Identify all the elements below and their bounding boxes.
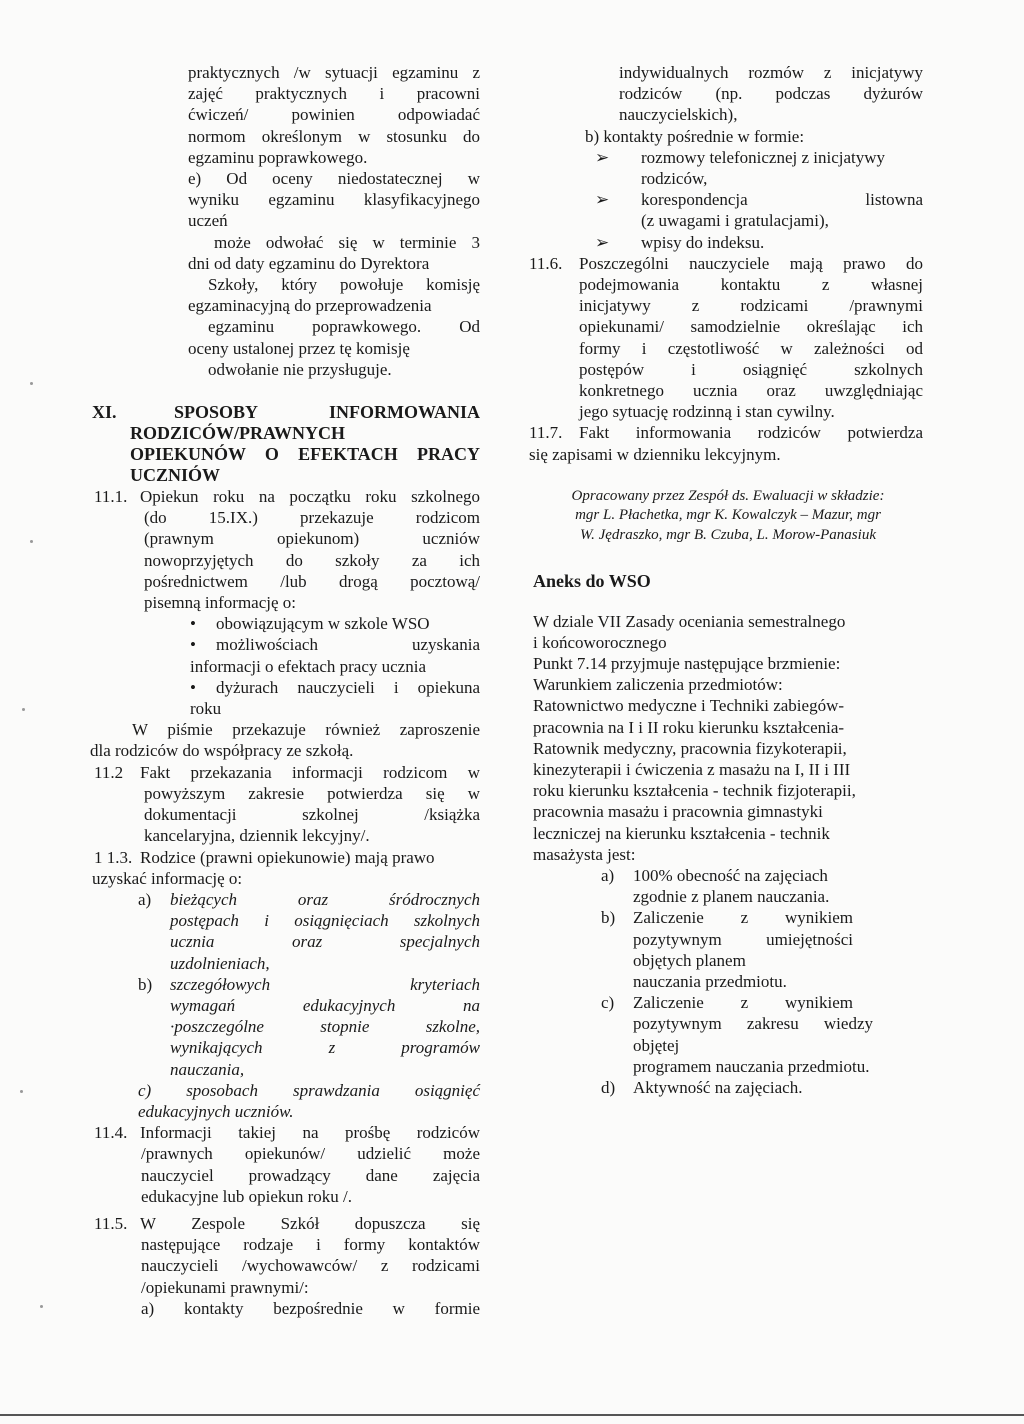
text-line: rodziców, — [641, 169, 708, 189]
bullet-item: • dyżurach nauczycieli i opiekuna — [94, 677, 480, 698]
bullet-item: • obowiązującym w szkole WSO — [94, 613, 480, 634]
paragraph-11-7 — [529, 422, 923, 464]
text-line: Fakt przekazania informacji rodzicom w — [140, 762, 480, 782]
text-line: nowoprzyjętych do szkoły za ich — [144, 550, 480, 570]
arrow-bullet-icon: ➢ — [595, 190, 610, 210]
section-title-line: OPIEKUNÓW O EFEKTACH PRACY — [130, 444, 480, 465]
condition-item — [601, 1077, 923, 1098]
scan-speck — [22, 708, 25, 711]
text-line: wynikających z programów — [170, 1038, 480, 1058]
text-line: W piśmie przekazuje również zaproszenie — [132, 720, 480, 740]
paragraph-11-3 — [90, 847, 480, 1123]
scan-speck — [30, 540, 33, 543]
arrow-item — [533, 232, 923, 253]
paragraph-11-1 — [90, 486, 480, 762]
section-title-line: UCZNIÓW — [130, 465, 221, 486]
list-item — [94, 889, 480, 974]
condition-item — [601, 992, 923, 1077]
item-letter: b) — [138, 974, 153, 994]
section-title-line: SPOSOBY INFORMOWANIA — [174, 402, 480, 423]
text-line: Poszczególni nauczyciele mają prawo do — [579, 253, 923, 273]
text-line: egzaminacyjną do przeprowadzenia — [188, 296, 432, 316]
text-line: uczeń — [188, 211, 228, 231]
text-line: powyższym zakresie potwierdza się w — [144, 783, 480, 803]
item-letter: d) — [601, 1078, 616, 1098]
scan-speck — [20, 1090, 23, 1093]
text-line: W. Jędraszko, mgr B. Czuba, L. Morow-Panasiuk — [580, 526, 876, 543]
text-line: (do 15.IX.) przekazuje rodzicom — [144, 508, 480, 528]
paragraph-number: 11.6. — [529, 253, 563, 273]
text-line: kancelaryjna, dziennik lekcyjny/. — [144, 826, 370, 846]
arrow-bullet-icon: ➢ — [595, 232, 610, 252]
text-line: wyniku egzaminu klasyfikacyjnego — [188, 190, 480, 210]
text-line: Aktywność na zajęciach. — [633, 1078, 803, 1098]
text-line: ucznia oraz specjalnych — [170, 932, 480, 952]
text-line: mgr L. Płachetka, mgr K. Kowalczyk – Mazur, mgr — [575, 507, 881, 524]
paragraph-number: 11.1. — [94, 487, 128, 507]
text-line: (prawnym opiekunom) uczniów — [144, 529, 480, 549]
text-line: (z uwagami i gratulacjami), — [641, 211, 829, 231]
text-line: egzaminu poprawkowego. — [188, 147, 368, 167]
text-line: normom określonym w stosunku do — [188, 126, 480, 146]
text-line: indywidualnych rozmów z inicjatywy — [619, 63, 923, 82]
text-line: Ratownik medyczny, pracownia fizykoterapii, — [533, 738, 847, 758]
text-line: pracownia na I i II roku kierunku kształcenia- — [533, 717, 845, 737]
text-line: objętej — [633, 1035, 680, 1055]
text-line: ćwiczeń/ powinien odpowiadać — [188, 105, 480, 125]
text-line: formy i częstotliwość w zależności od — [579, 338, 923, 358]
arrow-bullet-icon: ➢ — [595, 147, 610, 167]
paragraph-11-6 — [529, 253, 923, 423]
text-line: leczniczej na kierunku kształcenia - technik — [533, 823, 830, 843]
text-line: wpisy do indeksu. — [641, 232, 765, 252]
text-line: szczegółowych kryteriach — [170, 974, 480, 994]
text-line: Opracowany przez Zespół ds. Ewaluacji w składzie: — [571, 487, 885, 504]
paragraph-number: 1 1.3. — [94, 847, 133, 867]
text-line: oceny ustalonej przez tę komisję — [188, 338, 410, 358]
text-line: a) kontakty bezpośrednie w formie — [141, 1298, 480, 1318]
text-line: konkretnego ucznia oraz uwzględniając — [579, 381, 923, 401]
text-line: rozmowy telefonicznej z inicjatywy — [641, 147, 886, 167]
text-line: postępów i osiągnięć szkolnych — [579, 359, 923, 379]
arrow-list — [533, 147, 923, 253]
spacer — [533, 593, 923, 611]
condition-item — [601, 865, 923, 907]
annex-body — [533, 611, 923, 865]
text-line: Zaliczenie z wynikiem — [633, 993, 853, 1013]
text-line: 100% obecność na zajęciach — [633, 866, 828, 885]
scan-speck — [30, 382, 33, 385]
arrow-item — [533, 189, 923, 231]
section-title-line: RODZICÓW/PRAWNYCH — [130, 423, 346, 444]
authors-credit — [533, 487, 923, 546]
paragraph-number: 11.4. — [94, 1123, 128, 1143]
text-line: roku — [190, 699, 222, 719]
text-line: Informacji takiej na prośbę rodziców — [140, 1123, 480, 1143]
bullet-item: • możliwościach uzyskania — [94, 634, 480, 655]
text-line: W Zespole Szkół dopuszcza się — [140, 1213, 480, 1233]
paragraph-number: 11.7. — [529, 423, 563, 443]
text-line: Szkoły, który powołuje komisję — [208, 275, 480, 295]
text-line: Punkt 7.14 przyjmuje następujące brzmienie: — [533, 653, 841, 673]
text-line: zajęć praktycznych i pracowni — [188, 84, 480, 104]
text-line: wymagań edukacyjnych na — [170, 995, 480, 1015]
paragraph-number: 11.5. — [94, 1213, 128, 1233]
text-line: bieżących oraz śródrocznych — [170, 889, 480, 909]
text-line: Fakt informowania rodziców potwierdza — [579, 423, 923, 443]
intro-paragraph — [90, 62, 480, 380]
condition-item — [601, 907, 923, 992]
text-line: Warunkiem zaliczenia przedmiotów: — [533, 675, 783, 695]
text-line: korespondencja listowna — [641, 190, 923, 210]
scan-speck — [40, 1305, 43, 1308]
left-column — [90, 62, 480, 1319]
text-line: nauczycieli /wychowawców/ z rodzicami — [141, 1256, 480, 1276]
text-line: b) kontakty pośrednie w formie: — [585, 126, 805, 146]
text-line: pozytywnym umiejętności — [633, 929, 853, 949]
text-line: praktycznych /w sytuacji egzaminu z — [188, 63, 480, 82]
text-line: zgodnie z planem nauczania. — [633, 887, 830, 907]
text-line: Ratownictwo medyczne i Techniki zabiegów- — [533, 696, 845, 716]
text-line: edukacyjnych uczniów. — [138, 1101, 294, 1121]
text-line: masażysta jest: — [533, 844, 636, 864]
text-line: podejmowania kontaktu z własnej — [579, 275, 923, 295]
right-column — [529, 62, 923, 1098]
text-line: Zaliczenie z wynikiem — [633, 908, 853, 928]
list-item: c) sposobach sprawdzania osiągnięć — [138, 1080, 480, 1100]
text-line: ·poszczególne stopnie szkolne, — [170, 1017, 480, 1037]
text-line: postępach i osiągnięciach szkolnych — [170, 911, 480, 931]
text-line: pośrednictwem /lub drogą pocztową/ — [144, 571, 480, 591]
text-line: nauczyciel prowadzący dane zajęcia — [141, 1165, 480, 1185]
text-line: pracownia masażu i pracownia gimnastyki — [533, 802, 823, 822]
item-letter: b) — [601, 908, 616, 928]
text-line: odwołanie nie przysługuje. — [208, 359, 392, 379]
text-line: roku kierunku kształcenia - technik fizjoterapii, — [533, 781, 856, 801]
text-line: uzyskać informację o: — [92, 868, 243, 888]
text-line: rodziców (np. podczas dyżurów — [619, 84, 923, 104]
text-line: nauczania przedmiotu. — [633, 972, 787, 992]
text-line: może odwołać się w terminie 3 — [214, 232, 480, 252]
text-line: pozytywnym zakresu wiedzy — [633, 1014, 873, 1034]
text-line: dni od daty egzaminu do Dyrektora — [188, 253, 430, 273]
paragraph-11-2 — [90, 762, 480, 847]
text-line: się zapisami w dzienniku lekcyjnym. — [529, 444, 781, 464]
paragraph-number: 11.2 — [94, 762, 124, 782]
section-number: XI. — [92, 402, 117, 423]
text-line: egzaminu poprawkowego. Od — [208, 317, 480, 337]
text-line: nauczania, — [170, 1059, 245, 1079]
annex-heading: Aneks do WSO — [533, 571, 651, 592]
text-line: pisemną informację o: — [144, 593, 297, 613]
list-item — [94, 974, 480, 1080]
text-line: /prawnych opiekunów/ udzielić może — [141, 1144, 480, 1164]
text-line: kinezyterapii i ćwiczenia z masażu na I, II i III — [533, 759, 851, 779]
item-letter: a) — [138, 889, 152, 909]
text-line: informacji o efektach pracy ucznia — [190, 656, 426, 676]
text-line: objętych planem — [633, 950, 746, 970]
text-line: edukacyjne lub opiekun roku /. — [141, 1186, 353, 1206]
text-line: następujące rodzaje i formy kontaktów — [141, 1235, 480, 1255]
text-line: i końcoworocznego — [533, 632, 667, 652]
text-line: inicjatywy z rodzicami /prawnymi — [579, 296, 923, 316]
text-line: jego sytuację rodzinną i stan cywilny. — [579, 402, 835, 422]
text-line: Opiekun roku na początku roku szkolnego — [140, 487, 480, 507]
scan-edge-line — [0, 1414, 1024, 1416]
text-line: dokumentacji szkolnej /książka — [144, 805, 480, 825]
text-line: nauczycielskich), — [619, 105, 738, 125]
text-line: /opiekunami prawnymi/: — [141, 1277, 309, 1297]
text-line: uzdolnieniach, — [170, 953, 270, 973]
text-line: programem nauczania przedmiotu. — [633, 1056, 870, 1076]
text-line: opiekunami/ samodzielnie określając ich — [579, 317, 923, 337]
item-letter: a) — [601, 866, 615, 885]
text-line: Rodzice (prawni opiekunowie) mają prawo — [140, 847, 435, 867]
section-heading — [90, 402, 480, 486]
contact-continuation — [533, 62, 923, 126]
conditions-list — [533, 865, 923, 1098]
paragraph-11-5 — [90, 1213, 480, 1319]
paragraph-11-4 — [90, 1122, 480, 1207]
text-line: e) Od oceny niedostatecznej w — [188, 169, 480, 189]
text-line: W dziale VII Zasady oceniania semestralnego — [533, 611, 846, 631]
item-letter: c) — [601, 993, 615, 1013]
text-line: dla rodziców do współpracy ze szkołą. — [90, 741, 354, 761]
arrow-item — [533, 147, 923, 189]
